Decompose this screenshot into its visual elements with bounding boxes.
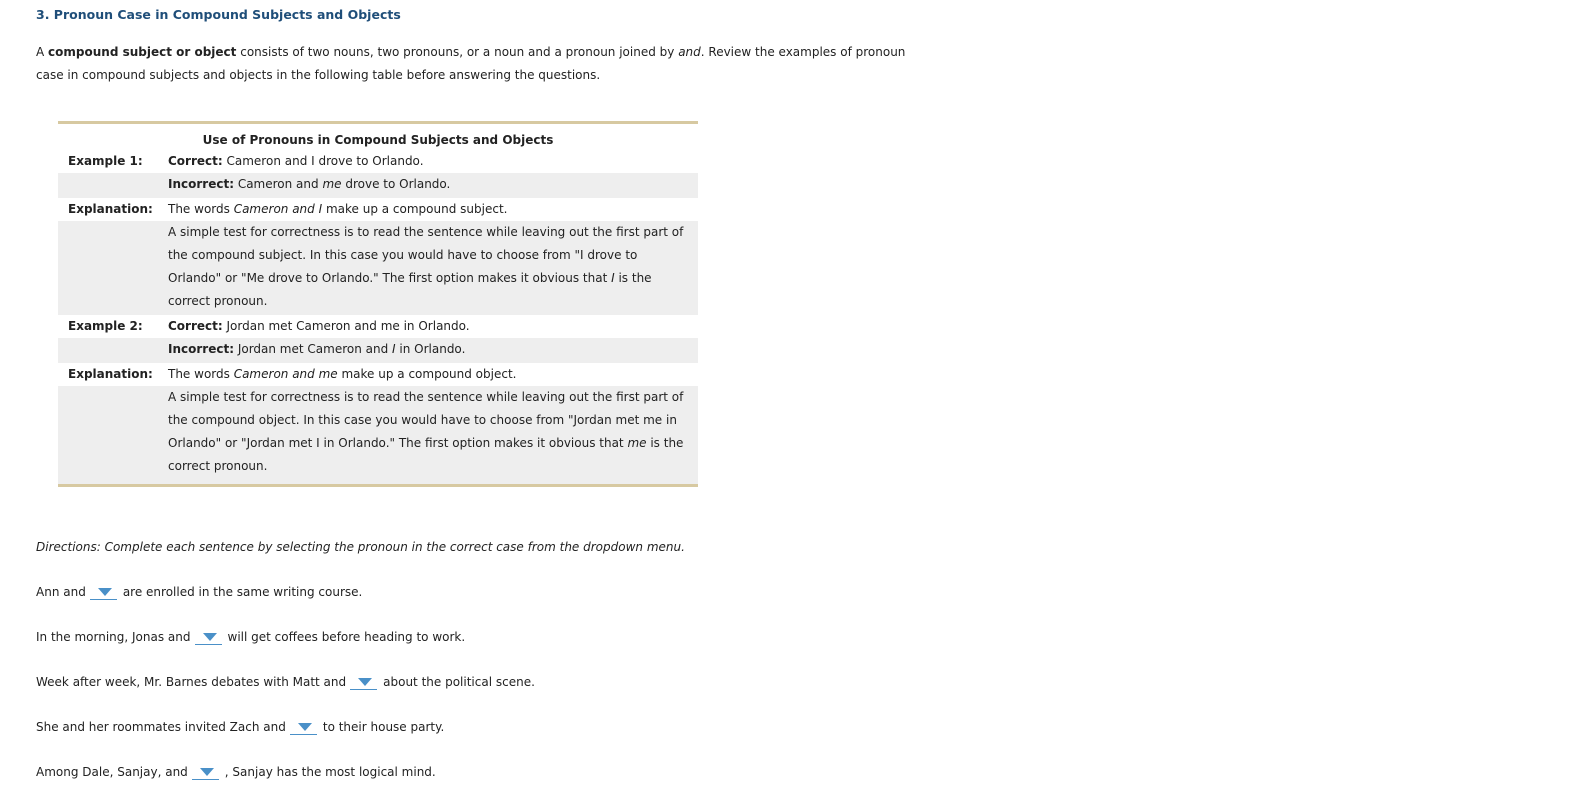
row-text xyxy=(168,221,698,315)
sentence-text: in Orlando. xyxy=(395,342,466,356)
row-label: Explanation: xyxy=(68,202,153,216)
row-text xyxy=(168,198,698,221)
row-text xyxy=(168,386,698,486)
table-row xyxy=(58,221,698,315)
chevron-down-icon xyxy=(98,588,112,596)
directions-text: Directions: Complete each sentence by selecting the pronoun in the correct case from the dropdown menu. xyxy=(36,540,685,554)
row-label: Example 1: xyxy=(68,154,143,168)
question-text-after: will get coffees before heading to work. xyxy=(227,629,466,644)
question-text-before: Among Dale, Sanjay, and xyxy=(36,764,188,779)
chevron-down-icon xyxy=(203,633,217,641)
question-text-after: about the political scene. xyxy=(383,674,535,689)
intro-text: A xyxy=(36,45,49,59)
question-text-after: , Sanjay has the most logical mind. xyxy=(224,764,436,779)
question-5 xyxy=(36,764,436,779)
table-caption: Use of Pronouns in Compound Subjects and Objects xyxy=(202,133,554,147)
chevron-down-icon xyxy=(358,678,372,686)
explanation-text: make up a compound subject. xyxy=(322,202,508,216)
intro-paragraph xyxy=(36,41,906,87)
section-title: 3. Pronoun Case in Compound Subjects and Objects xyxy=(36,7,401,22)
sentence-text: Jordan met Cameron and xyxy=(234,342,393,356)
question-text-after: to their house party. xyxy=(322,719,445,734)
explanation-text: is the correct pronoun. xyxy=(168,436,684,473)
explanation-text: make up a compound object. xyxy=(337,367,517,381)
intro-text: consists of two nouns, two pronouns, or a noun and a pronoun joined by xyxy=(236,45,679,59)
correct-label: Correct: xyxy=(168,154,223,168)
intro-term: compound subject or object xyxy=(48,45,237,59)
row-label xyxy=(58,338,168,363)
explanation-text: The words xyxy=(168,202,234,216)
intro-emphasis: and xyxy=(678,45,701,59)
table-row xyxy=(58,386,698,486)
pronoun-dropdown-3[interactable] xyxy=(350,675,377,690)
incorrect-label: Incorrect: xyxy=(168,177,234,191)
pronoun-dropdown-5[interactable] xyxy=(192,765,219,780)
explanation-emphasis: me xyxy=(627,436,647,450)
pronoun-dropdown-2[interactable] xyxy=(195,630,222,645)
table-row xyxy=(58,338,698,363)
row-label xyxy=(58,173,168,198)
pronoun-dropdown-1[interactable] xyxy=(90,585,117,600)
correct-label: Correct: xyxy=(168,319,223,333)
question-2 xyxy=(36,629,465,644)
sentence-text: Cameron and xyxy=(234,177,323,191)
sentence-emphasis: I xyxy=(392,342,396,356)
explanation-text: A simple test for correctness is to read the sentence while leaving out the first part of the compound object. In this case you would have to choose from "Jordan met me in Orlando" or "Jordan met I in Orlando." The first option makes it obvious that xyxy=(168,390,684,450)
question-text-before: She and her roommates invited Zach and xyxy=(36,719,286,734)
sentence-text: Jordan met Cameron and me in Orlando. xyxy=(222,319,470,333)
question-4 xyxy=(36,719,444,734)
question-3 xyxy=(36,674,535,689)
pronoun-dropdown-4[interactable] xyxy=(290,720,317,735)
sentence-text: Cameron and I drove to Orlando. xyxy=(222,154,424,168)
table-row xyxy=(58,198,698,221)
incorrect-label: Incorrect: xyxy=(168,342,234,356)
explanation-text: is the correct pronoun. xyxy=(168,271,652,308)
row-label xyxy=(58,221,168,315)
row-text xyxy=(168,315,698,338)
row-label: Example 2: xyxy=(68,319,143,333)
question-text-before: Ann and xyxy=(36,584,86,599)
row-text xyxy=(168,173,698,198)
table-row xyxy=(58,150,698,173)
table-row xyxy=(58,363,698,386)
explanation-text: A simple test for correctness is to read the sentence while leaving out the first part of the compound subject. In this case you would have to choose from "I drove to Orlando" or "Me drove to Orlando." The first option makes it obvious that xyxy=(168,225,684,285)
table-row xyxy=(58,173,698,198)
table-row xyxy=(58,315,698,338)
explanation-text: The words xyxy=(168,367,234,381)
chevron-down-icon xyxy=(200,768,214,776)
chevron-down-icon xyxy=(298,723,312,731)
row-text xyxy=(168,338,698,363)
question-text-before: In the morning, Jonas and xyxy=(36,629,191,644)
row-label xyxy=(58,386,168,486)
row-label: Explanation: xyxy=(68,367,153,381)
sentence-emphasis: me xyxy=(322,177,342,191)
explanation-emphasis: Cameron and me xyxy=(233,367,338,381)
explanation-emphasis: Cameron and I xyxy=(233,202,323,216)
row-text xyxy=(168,150,698,173)
question-text-before: Week after week, Mr. Barnes debates with Matt and xyxy=(36,674,347,689)
row-text xyxy=(168,363,698,386)
examples-table xyxy=(58,121,698,487)
question-text-after: are enrolled in the same writing course. xyxy=(122,584,363,599)
intro-text: . Review the examples of pronoun case in compound subjects and objects in the following table before answering the questions. xyxy=(36,45,906,82)
explanation-emphasis: I xyxy=(611,271,615,285)
question-1 xyxy=(36,584,362,599)
sentence-text: drove to Orlando. xyxy=(341,177,451,191)
